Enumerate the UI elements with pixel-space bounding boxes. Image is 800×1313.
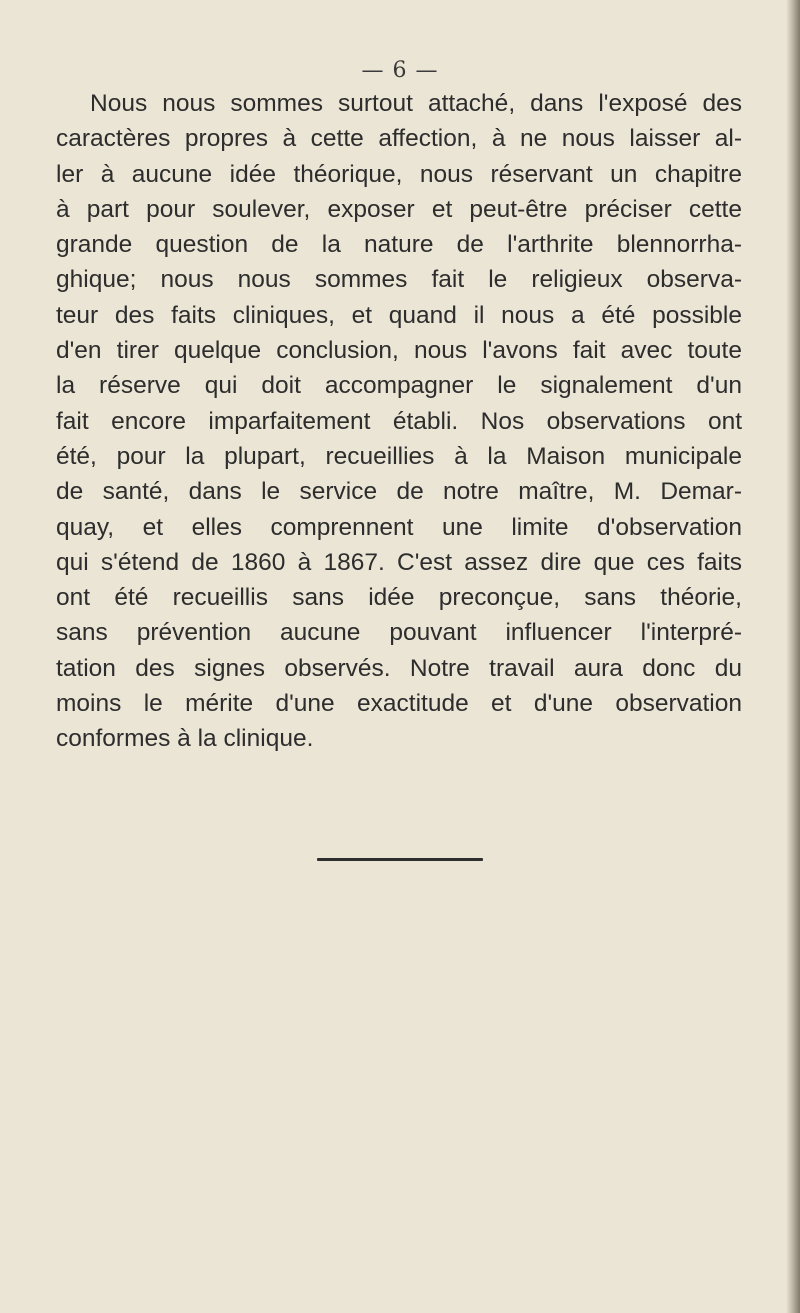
section-divider <box>317 858 483 861</box>
text-line: fait encore imparfaitement établi. Nos observations ont <box>56 407 742 435</box>
text-line: teur des faits cliniques, et quand il nous a été possible <box>56 301 742 329</box>
text-line: de santé, dans le service de notre maître, M. Demar- <box>56 478 742 506</box>
text-line: tation des signes observés. Notre travail aura donc du <box>56 654 742 682</box>
text-line: qui s'étend de 1860 à 1867. C'est assez dire que ces faits <box>56 548 742 576</box>
text-line: caractères propres à cette affection, à ne nous laisser al- <box>56 125 742 153</box>
text-line: grande question de la nature de l'arthrite blennorrha- <box>56 231 742 259</box>
text-line: d'en tirer quelque conclusion, nous l'avons fait avec toute <box>56 337 742 365</box>
page-edge-shadow <box>786 0 800 1313</box>
body-paragraph <box>56 86 742 757</box>
text-line: à part pour soulever, exposer et peut-être préciser cette <box>56 195 742 223</box>
text-line: été, pour la plupart, recueillies à la Maison municipale <box>56 442 742 470</box>
text-line: Nous nous sommes surtout attaché, dans l'exposé des <box>90 90 742 117</box>
text-line: quay, et elles comprennent une limite d'observation <box>56 513 742 541</box>
text-line: ler à aucune idée théorique, nous réservant un chapitre <box>56 160 742 188</box>
text-line: conformes à la clinique. <box>56 725 314 753</box>
text-line: ghique; nous nous sommes fait le religieux observa- <box>56 266 742 294</box>
text-line: ont été recueillis sans idée preconçue, sans théorie, <box>56 584 742 612</box>
text-line: sans prévention aucune pouvant influencer l'interpré- <box>56 619 742 647</box>
text-line: la réserve qui doit accompagner le signalement d'un <box>56 372 742 400</box>
page-number: — 6 — <box>361 58 439 83</box>
text-line: moins le mérite d'une exactitude et d'une observation <box>56 690 742 718</box>
